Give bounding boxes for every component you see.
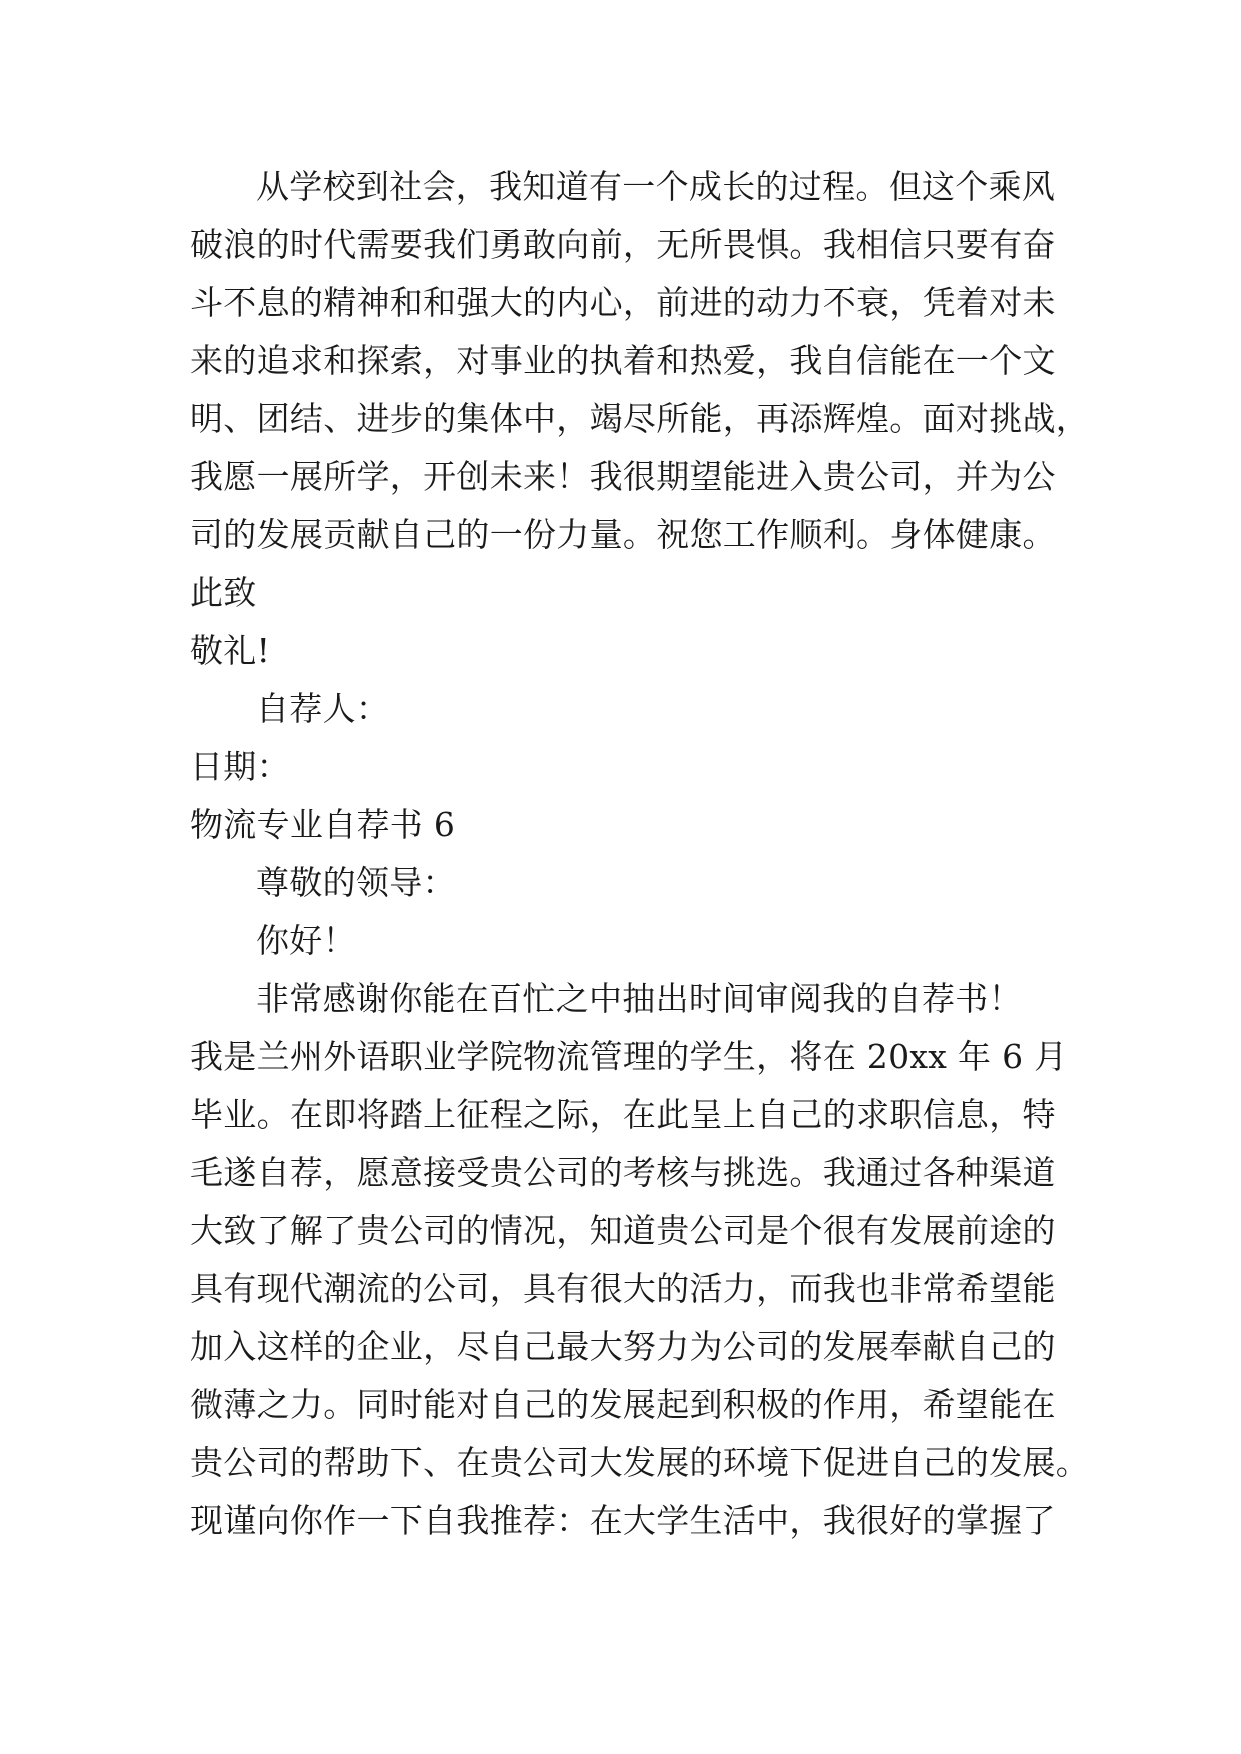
paragraph-line: 司的发展贡献自己的一份力量。祝您工作顺利。身体健康。 <box>190 515 1056 554</box>
paragraph-line: 微薄之力。同时能对自己的发展起到积极的作用，希望能在 <box>190 1385 1056 1424</box>
paragraph-line: 我是兰州外语职业学院物流管理的学生，将在 20xx 年 6 月 <box>190 1037 1068 1076</box>
document-body <box>190 158 1090 1550</box>
paragraph-line: 毕业。在即将踏上征程之际，在此呈上自己的求职信息，特 <box>190 1095 1056 1134</box>
paragraph-line: 现谨向你作一下自我推荐：在大学生活中，我很好的掌握了 <box>190 1501 1056 1540</box>
paragraph-line: 从学校到社会，我知道有一个成长的过程。但这个乘风 <box>256 167 1056 206</box>
closing-regards: 敬礼! <box>190 631 271 670</box>
greeting: 你好！ <box>256 921 356 960</box>
paragraph-line: 贵公司的帮助下、在贵公司大发展的环境下促进自己的发展。 <box>190 1443 1090 1482</box>
signature-label: 自荐人： <box>256 689 390 728</box>
paragraph-line: 加入这样的企业，尽自己最大努力为公司的发展奉献自己的 <box>190 1327 1056 1366</box>
paragraph-line: 具有现代潮流的公司，具有很大的活力，而我也非常希望能 <box>190 1269 1056 1308</box>
paragraph-line: 破浪的时代需要我们勇敢向前，无所畏惧。我相信只要有奋 <box>190 225 1056 264</box>
paragraph-line: 明、团结、进步的集体中，竭尽所能，再添辉煌。面对挑战， <box>190 399 1090 438</box>
paragraph-line: 我愿一展所学，开创未来！我很期望能进入贵公司，并为公 <box>190 457 1056 496</box>
closing-salutation: 此致 <box>190 573 257 612</box>
greeting-recipient: 尊敬的领导： <box>256 863 456 902</box>
paragraph-line: 毛遂自荐，愿意接受贵公司的考核与挑选。我通过各种渠道 <box>190 1153 1056 1192</box>
section-title: 物流专业自荐书 6 <box>190 805 456 844</box>
paragraph-line: 来的追求和探索，对事业的执着和热爱，我自信能在一个文 <box>190 341 1056 380</box>
date-label: 日期： <box>190 747 290 786</box>
paragraph-line: 非常感谢你能在百忙之中抽出时间审阅我的自荐书！ <box>256 979 1022 1018</box>
paragraph-line: 斗不息的精神和和强大的内心，前进的动力不衰，凭着对未 <box>190 283 1056 322</box>
paragraph-line: 大致了解了贵公司的情况，知道贵公司是个很有发展前途的 <box>190 1211 1056 1250</box>
